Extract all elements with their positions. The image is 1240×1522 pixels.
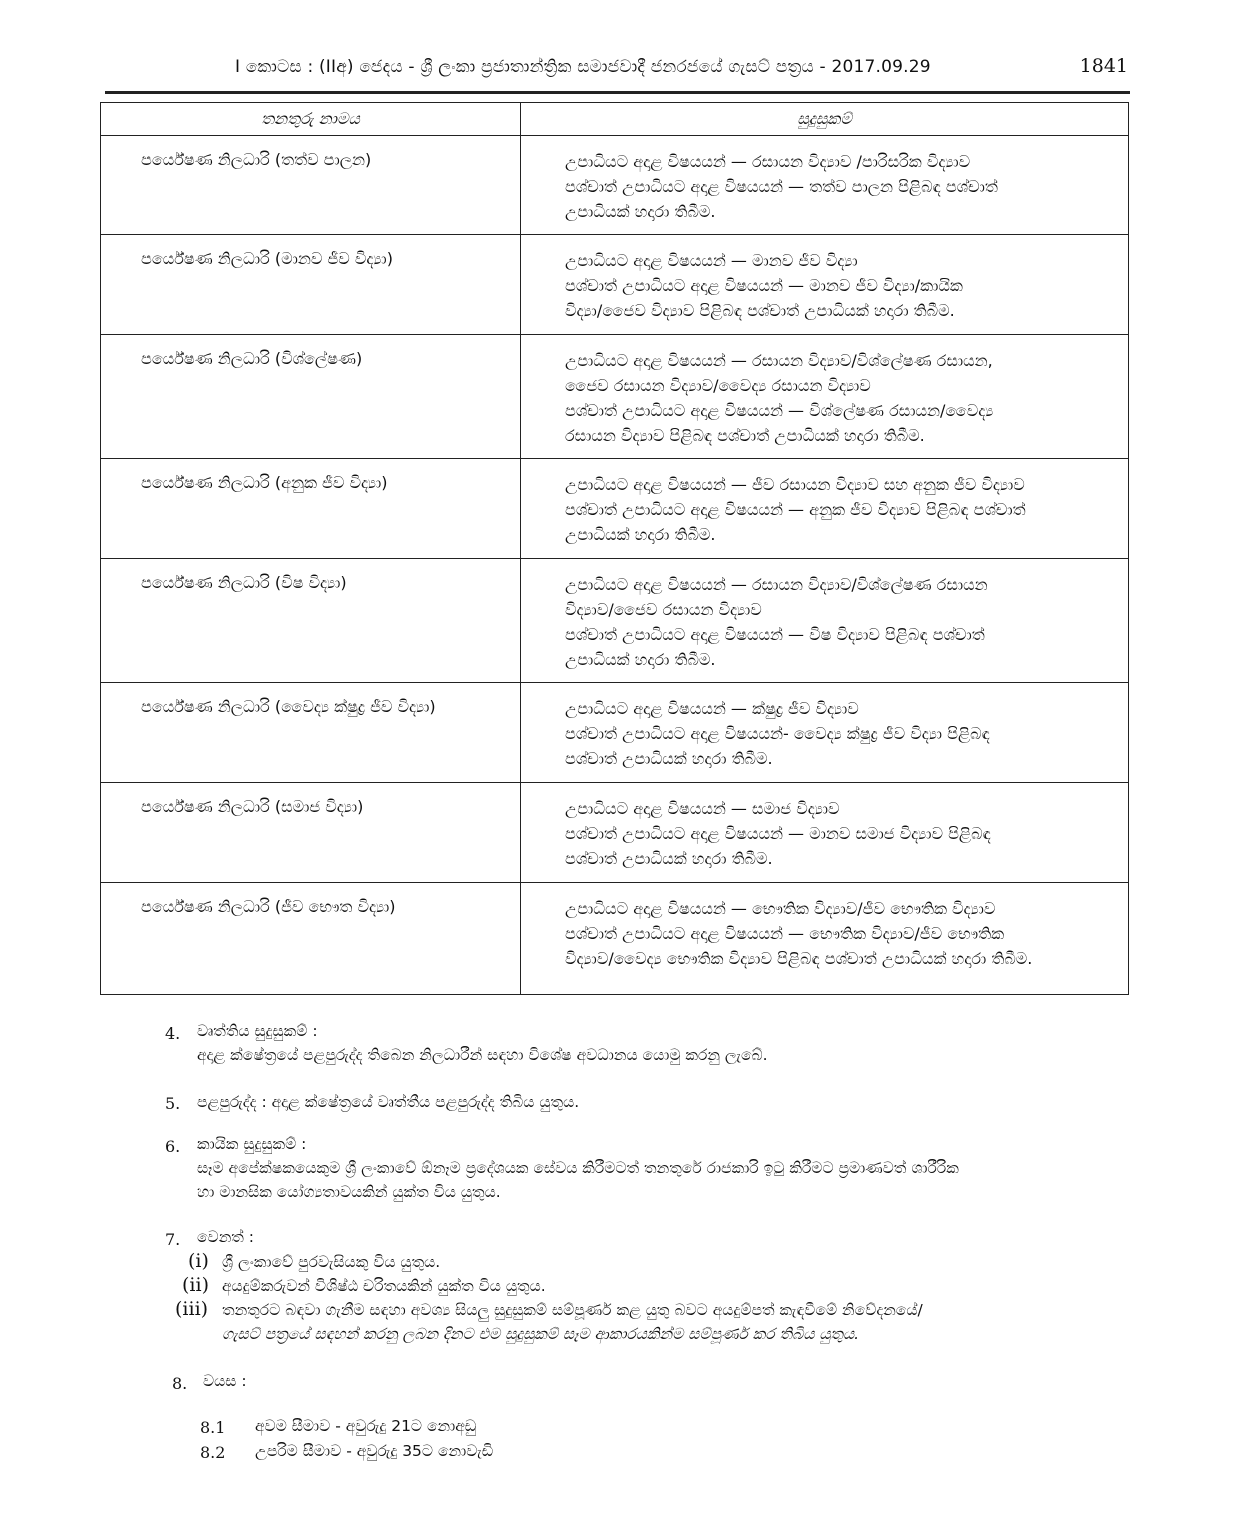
table-header-row bbox=[101, 103, 1129, 136]
subsection-number: 8.2 bbox=[200, 1443, 226, 1462]
qualification-cell bbox=[521, 559, 1129, 683]
section-title: වෘත්තිය සුදුසුකම් : bbox=[197, 1022, 318, 1040]
qualification-line: උපාධියට අදාළ විෂයයන් — ජීව රසායන විද්‍යාව සහ අනුක ජීව විද්‍යාව bbox=[565, 475, 1025, 494]
qualification-line: පශ්චාත් උපාධියට අදාළ විෂයයන් — තත්ව පාලන පිළිබඳ පශ්චාත් bbox=[565, 177, 998, 196]
qualification-line: විද්‍යාව/ජෛව රසායන විද්‍යාව bbox=[565, 600, 762, 619]
section-title: වෙනත් : bbox=[197, 1228, 255, 1246]
section-text: පළපුරුද්ද : අදාළ ක්ෂේත්‍රයේ වෘත්තීය පළපුරුද්ද තිබිය යුතුය. bbox=[197, 1093, 580, 1111]
section-title: වයස : bbox=[203, 1372, 247, 1390]
qualification-line: පශ්චාත් උපාධියක් හදාරා තිබීම. bbox=[565, 849, 773, 868]
table-row bbox=[101, 136, 1129, 235]
qualification-line: පශ්චාත් උපාධියට අදාළ විෂයයන්- වෛද්‍ය ක්ෂුද්‍ර ජීව විද්‍යා පිළිබඳ bbox=[565, 724, 990, 743]
post-name-cell: පර්යේෂණ නිලධාරි (විෂ විද්‍යා) bbox=[101, 559, 521, 683]
qualification-cell bbox=[521, 783, 1129, 883]
table-row bbox=[101, 883, 1129, 995]
qualification-line: උපාධියට අදාළ විෂයයන් — ක්ෂුද්‍ර ජීව විද්‍යාව bbox=[565, 699, 859, 718]
qualification-line: උපාධියක් හදාරා තිබීම. bbox=[565, 650, 716, 669]
section-text: අදාළ ක්ෂේත්‍රයේ පළපුරුද්ද තිබෙන නිලධාරීන් සඳහා විශේෂ අවධානය යොමු කරනු ලැබේ. bbox=[197, 1046, 768, 1064]
qualification-cell bbox=[521, 335, 1129, 459]
table-row bbox=[101, 335, 1129, 459]
qualification-line: උපාධියට අදාළ විෂයයන් — භෞතික විද්‍යාව/ජීව භෞතික විද්‍යාව bbox=[565, 899, 996, 918]
section-text: හා මානසික යෝග්‍යතාවයකින් යුක්ත විය යුතුය. bbox=[197, 1183, 501, 1201]
qualification-line: රසායන විද්‍යාව පිළිබඳ පශ්චාත් උපාධියක් හදාරා තිබීම. bbox=[565, 426, 925, 445]
qualification-line: උපාධියක් හදාරා තිබීම. bbox=[565, 525, 716, 544]
qualification-line: උපාධියට අදාළ විෂයයන් — මානව ජීව විද්‍යා bbox=[565, 251, 858, 270]
qualification-line: පශ්චාත් උපාධියට අදාළ විෂයයන් — භෞතික විද්‍යාව/ජීව භෞතික bbox=[565, 924, 1005, 943]
post-name-cell: පර්යේෂණ නිලධාරි (සමාජ විද්‍යා) bbox=[101, 783, 521, 883]
list-item: තනතුරට බඳවා ගැනීම සඳහා අවශ්‍ය සියලු සුදුසුකම් සම්පූර්ණ කළ යුතු බවට අයදුම්පත් කැඳවීමේ නිවේදනයේ/ bbox=[222, 1301, 923, 1319]
table-row bbox=[101, 683, 1129, 783]
section-number: 6. bbox=[165, 1137, 181, 1156]
list-item: ගැසට් පත්‍රයේ සඳහන් කරනු ලබන දිනට එම සුදුසුකම් සෑම ආකාරයකින්ම සම්පූර්ණ කර තිබිය යුතුය. bbox=[222, 1325, 860, 1343]
subsection-text: අවම සීමාව - අවුරුදු 21ට නොඅඩු bbox=[255, 1417, 477, 1435]
section-title: කායික සුදුසුකම් : bbox=[197, 1135, 307, 1153]
qualification-line: පශ්චාත් උපාධියට අදාළ විෂයයන් — අනුක ජීව විද්‍යාව පිළිබඳ පශ්චාත් bbox=[565, 500, 1026, 519]
column-header-post-name: තනතුරු නාමය bbox=[101, 103, 521, 136]
qualification-line: පශ්චාත් උපාධියට අදාළ විෂයයන් — විශ්ලේෂණ රසායන/වෛද්‍ය bbox=[565, 401, 994, 420]
qualification-cell bbox=[521, 459, 1129, 559]
list-item: අයදුම්කරුවන් විශිෂ්ඨ චරිතයකින් යුක්ත විය යුතුය. bbox=[222, 1277, 546, 1295]
post-name-cell: පර්යේෂණ නිලධාරි (තත්ව පාලන) bbox=[101, 136, 521, 235]
qualification-line: උපාධියට අදාළ විෂයයන් — රසායන විද්‍යාව/විශ්ලේෂණ රසායන bbox=[565, 575, 988, 594]
section-text: සෑම අපේක්ෂකයෙකුම ශ්‍රී ලංකාවේ ඕනෑම ප්‍රදේශයක සේවය කිරීමටත් තනතුරේ රාජකාරි ඉටු කිරීමට ප්‍රමාණවත් ශාරීරික bbox=[197, 1159, 959, 1177]
qualification-line: පශ්චාත් උපාධියට අදාළ විෂයයන් — මානව ජීව විද්‍යා/කායික bbox=[565, 276, 963, 295]
post-name-cell: පර්යේෂණ නිලධාරි (ජීව භෞත විද්‍යා) bbox=[101, 883, 521, 995]
subsection-number: 8.1 bbox=[200, 1418, 226, 1437]
section-number: 8. bbox=[172, 1374, 188, 1393]
section-number: 7. bbox=[165, 1230, 181, 1249]
qualification-cell bbox=[521, 235, 1129, 335]
list-item-marker: (ii) bbox=[182, 1274, 209, 1296]
post-name-cell: පර්යේෂණ නිලධාරි (අනුක ජීව විද්‍යා) bbox=[101, 459, 521, 559]
qualification-cell bbox=[521, 136, 1129, 235]
table-row bbox=[101, 783, 1129, 883]
qualification-line: උපාධියට අදාළ විෂයයන් — රසායන විද්‍යාව /පාරිසරික විද්‍යාව bbox=[565, 152, 971, 171]
qualification-cell bbox=[521, 683, 1129, 783]
list-item-marker: (iii) bbox=[175, 1298, 209, 1320]
qualification-line: විද්‍යා/ජෛව විද්‍යාව පිළිබඳ පශ්චාත් උපාධියක් හදාරා තිබීම. bbox=[565, 301, 955, 320]
section-number: 4. bbox=[165, 1024, 181, 1043]
post-name-cell: පර්යේෂණ නිලධාරි (වෛද්‍ය ක්ෂුද්‍ර ජීව විද්‍යා) bbox=[101, 683, 521, 783]
header-title: I කොටස : (IIඅ) ජෙදය - ශ්‍රී ලංකා ප්‍රජාතාන්ත්‍රික සමාජවාදී ජනරජයේ ගැසට් පත්‍රය - 2017.09.29 bbox=[235, 57, 931, 77]
page-number: 1841 bbox=[1079, 55, 1128, 77]
qualification-line: පශ්චාත් උපාධියක් හදාරා තිබීම. bbox=[565, 749, 773, 768]
qualification-line: පශ්චාත් උපාධියට අදාළ විෂයයන් — විෂ විද්‍යාව පිළිබඳ පශ්චාත් bbox=[565, 625, 985, 644]
qualification-line: විද්‍යාව/වෛද්‍ය භෞතික විද්‍යාව පිළිබඳ පශ්චාත් උපාධියක් හදාරා තිබීම. bbox=[565, 949, 1033, 968]
table-row bbox=[101, 235, 1129, 335]
list-item-marker: (i) bbox=[188, 1250, 209, 1272]
section-number: 5. bbox=[165, 1094, 181, 1113]
table-row bbox=[101, 459, 1129, 559]
qualification-line: උපාධියට අදාළ විෂයයන් — සමාජ විද්‍යාව bbox=[565, 799, 840, 818]
qualification-line: ජෛව රසායන විද්‍යාව/වෛද්‍ය රසායන විද්‍යාව bbox=[565, 376, 871, 395]
qualification-line: උපාධියට අදාළ විෂයයන් — රසායන විද්‍යාව/විශ්ලේෂණ රසායන, bbox=[565, 351, 993, 370]
list-item: ශ්‍රී ලංකාවේ පුරවැසියකු විය යුතුය. bbox=[222, 1253, 441, 1271]
table-row bbox=[101, 559, 1129, 683]
qualifications-table bbox=[100, 102, 1129, 995]
qualification-line: උපාධියක් හදාරා තිබීම. bbox=[565, 202, 716, 221]
page-header bbox=[105, 55, 1130, 85]
qualification-line: පශ්චාත් උපාධියට අදාළ විෂයයන් — මානව සමාජ විද්‍යාව පිළිබඳ bbox=[565, 824, 991, 843]
post-name-cell: පර්යේෂණ නිලධාරි (මානව ජීව විද්‍යා) bbox=[101, 235, 521, 335]
subsection-text: උපරිම සීමාව - අවුරුදු 35ට නොවැඩි bbox=[255, 1442, 494, 1460]
qualification-cell bbox=[521, 883, 1129, 995]
column-header-qualifications: සුදුසුකම් bbox=[521, 103, 1129, 136]
post-name-cell: පර්යේෂණ නිලධාරි (විශ්ලේෂණ) bbox=[101, 335, 521, 459]
header-rule bbox=[105, 91, 1130, 94]
